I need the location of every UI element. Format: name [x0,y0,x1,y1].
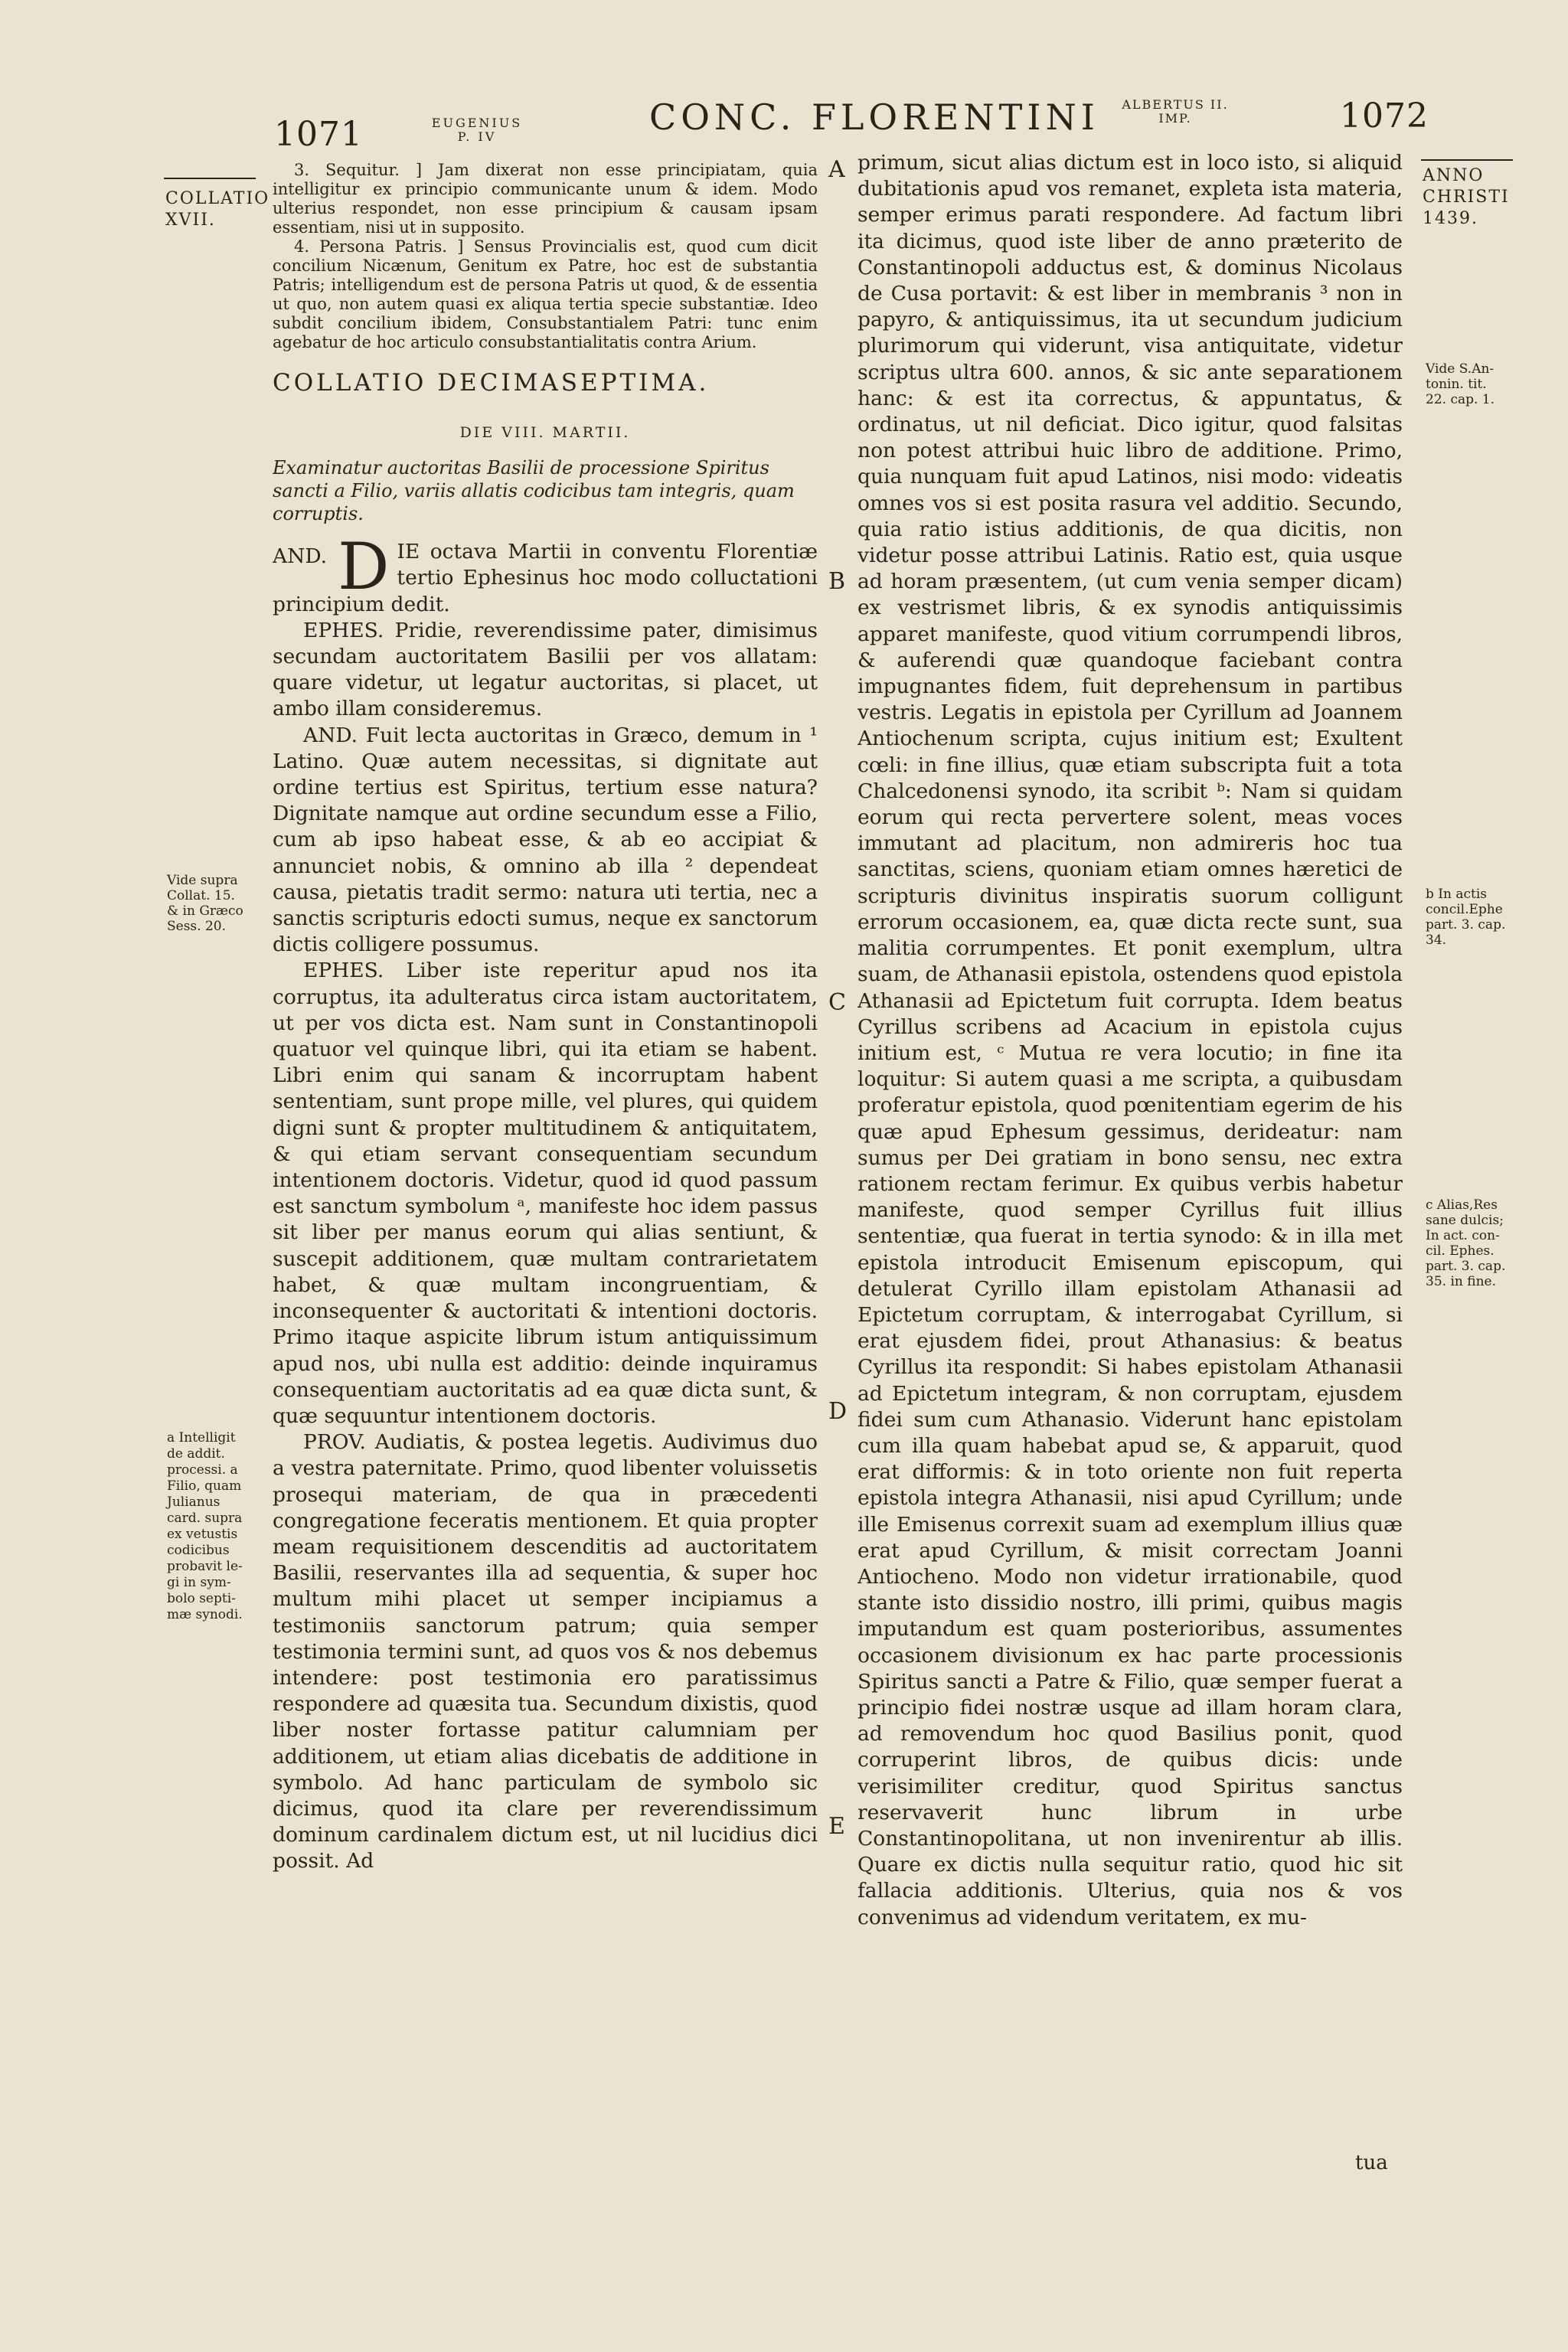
margin-line: probavit le- [167,1559,243,1574]
margin-line: gi in sym- [167,1575,231,1590]
margin-line: In act. con- [1426,1228,1500,1243]
margin-note-vide-supra [167,873,243,934]
margin-line: Collat. 15. [167,888,235,903]
margin-line: codicibus [167,1543,230,1558]
collatio-heading: COLLATIO DECIMASEPTIMA. [273,369,710,397]
margin-line: b In actis [1426,887,1488,902]
left-margin-rule [164,178,256,179]
margin-line: de addit. [167,1446,225,1462]
paragraph-ephes-2: EPHES. Liber iste reperitur apud nos ita corruptus, ita adulteratus circa istam auctoritatem, ut per vos dicta est. Nam sunt in Constantinopoli quatuor vel quinque libri, qui ita etiam se habent. Libri enim qui sanam & incorruptam habent sententiam, sunt prope mille, vel plures, qui quidem digni sunt & propter multitudinem & antiquitatem, & qui etiam servant consequentiam secundum intentionem doctoris. Videtur, quod id quod passum est sanctum symbolum ᵃ, manifeste hoc idem passus sit liber per manus eorum qui alias sentiunt, & suscepit additionem, quæ multam contrarietatem habet, & quæ multam incongruentiam, & inconsequenter & auctoritati & intentioni doctoris. Primo itaque aspicite librum istum antiquissimum apud nos, ubi nulla est additio: deinde inquiramus consequentiam auctoritatis ad ea quæ dicta sunt, & quæ sequuntur intentionem doctoris. [273,959,818,1428]
margin-line: Vide S.An- [1426,361,1494,377]
anno-margin-label [1423,165,1510,230]
right-column [858,150,1403,2159]
margin-line: concil.Ephe [1426,902,1503,917]
intro-paragraph [273,529,818,618]
running-head-emperor: ALBERTUS II. [1122,97,1229,112]
margin-line: 34. [1426,933,1447,948]
collatio-margin-label [165,188,270,231]
footnote-4: 4. Persona Patris. ] Sensus Provincialis est, quod cum dicit concilium Nicænum, Genitum ex Patre, hoc est de substantia Patris; intelligendum est de persona Patris ut quod, & de essentia ut quo, non autem quasi ex aliqua tertia specie substantiæ. Ideo subdit concilium ibidem, Consubstantialem Patri: tunc enim agebatur de hoc articulo consubstantialitatis contra Arium. [273,237,818,351]
section-letter-e: E [828,1813,845,1840]
margin-note-b [1426,887,1505,948]
margin-line: card. supra [167,1511,243,1526]
margin-line: mæ synodi. [167,1607,243,1622]
right-page-number: 1072 [1340,96,1429,136]
margin-line: Julianus [167,1494,220,1510]
intro-text: IE octava Martii in conventu Florentiæ tertio Ephesinus hoc modo colluctationi principium dedit. [273,540,818,616]
margin-line: Filio, quam [167,1478,242,1494]
section-letter-c: C [828,989,846,1016]
anno-label: ANNO [1423,166,1485,185]
christi-label: CHRISTI [1423,188,1510,207]
left-running-head [420,116,534,144]
chapter-summary: Examinatur auctoritas Basilii de processione Spiritus sancti a Filio, variis allatis codicibus tam integris, quam corruptis. [273,457,795,525]
footnotes [273,161,818,352]
margin-line: processi. a [167,1462,238,1478]
margin-line: cil. Ephes. [1426,1243,1494,1259]
paragraph-prov: PROV. Audiatis, & postea legetis. Audivimus duo a vestra paternitate. Primo, quod libenter voluissetis prosequi materiam, de qua in præcedenti congregatione feceratis mentionem. Et quia propter meam requisitionem descenditis ad auctoritatem Basilii, reservantes illa ad sequentia, & super hoc multum mihi placet ut semper incipiamus a testimoniis sanctorum patrum; quia semper testimonia termini sunt, ad quos vos & nos debemus intendere: post testimonia ero paratissimus respondere ad quæsita tua. Secundum dixistis, quod liber noster fortasse patitur calumniam per additionem, ut etiam alias dicebatis de additione in symbolo. Ad hanc particulam de symbolo sic dicimus, quod ita clare per reverendissimum dominum cardinalem dictum est, ut nil lucidius dici possit. Ad [273,1430,818,1873]
running-title: CONC. FLORENTINI [649,96,1099,138]
running-head-pope: EUGENIUS [431,116,523,130]
collatio-label: COLLATIO [165,189,270,208]
footnote-3: 3. Sequitur. ] Jam dixerat non esse principiatam, quia intelligitur ex principio communicante unum & idem. Modo ulterius respondet, non esse principium & causam ipsam essentiam, nisi ut in supposito. [273,161,818,237]
margin-line: part. 3. cap. [1426,1259,1506,1274]
right-column-text: primum, sicut alias dictum est in loco isto, si aliquid dubitationis apud vos remanet, expleta ista materia, semper erimus parati respondere. Ad factum libri ita dicimus, quod iste liber de anno præterito de Constantinopoli adductus est, & dominus Nicolaus de Cusa portavit: & est liber in membranis ³ non in papyro, & antiquissimus, ita ut secundum judicium plurimorum qui viderunt, visa antiquitate, videtur scriptus ultra 600. annos, & sic ante separationem hanc: & est ita correctus, & appuntatus, & ordinatus, ut nil deficiat. Dico igitur, quod falsitas non potest attribui huic libro de additione. Primo, quia nunquam fuit apud Latinos, nisi modo: videatis omnes vos si est posita rasura vel additio. Secundo, quia ratio istius additionis, de qua dicitis, non videtur posse attribui Latinis. Ratio est, quia usque ad horam præsentem, (ut cum venia semper dicam) ex vestrismet libris, & ex synodis antiquissimis apparet manifeste, quod vitium corrumpendi libros, & auferendi quæ quandoque faciebant contra impugnantes fidem, fuit deprehensum in partibus vestris. Legatis in epistola per Cyrillum ad Joannem Antiochenum scripta, cujus initium est; Exultent cœli: in fine illius, quæ etiam subscripta fuit a tota Chalcedonensi synodo, ita scribit ᵇ: Nam si quidam eorum qui recta pervertere solent, meas voces immutant ad placitum, non admireris hoc tua sanctitas, sciens, quoniam etiam omnes hæretici de scripturis divinitus inspiratis suorum colligunt errorum occasionem, ea, quæ dicta recte sunt, sua malitia corrumpentes. Et ponit exemplum, ultra suam, de Athanasii epistola, ostendens quod epistola Athanasii ad Epictetum fuit corrupta. Idem beatus Cyrillus scribens ad Acacium in epistola cujus initium est, ᶜ Mutua re vera locutio; in fine ita loquitur: Si autem quasi a me scripta, a quibusdam proferatur epistola, quod pœnitentiam egerim de his quæ apud Ephesum gessimus, derideatur: nam sumus per Dei gratiam in bono sensu, nec extra rationem rectam ferimur. Ex quibus verbis habetur manifeste, quod semper Cyrillus fuit illius sententiæ, qua fuerat in tertia synodo: & in illa met epistola introducit Emisenum episcopum, qui detulerat Cyrillo illam epistolam Athanasii ad Epictetum corruptam, & interrogabat Cyrillum, si erat ejusdem fidei, prout Athanasius: & beatus Cyrillus ita respondit: Si habes epistolam Athanasii ad Epictetum integram, & non corruptam, ejusdem fidei sum cum Athanasio. Viderunt hanc epistolam cum illa quam habebat apud se, & apparuit, quod erat difformis: & in toto oriente non fuit reperta epistola integra Athanasii, nisi apud Cyrillum; unde ille Emisenus correxit suam ad exemplum illius quæ erat apud Cyrillum, & misit correctam Joanni Antiocheno. Modo non videtur irrationabile, quod stante isto dissidio nostro, illi primi, quibus magis imputandum est quam posterioribus, assumentes occasionem divisionum ex hac parte processionis Spiritus sancti a Patre & Filio, quæ semper fuerat a principio fidei nostræ usque ad illam horam clara, ad removendum hoc quod Basilius ponit, quod corruperint libros, de quibus dicis: unde verisimiliter creditur, quod Spiritus sanctus reservaverit hunc librum in urbe Constantinopolitana, ut non invenirentur ab illis. Quare ex dictis nulla sequitur ratio, quod hic sit fallacia additionis. Ulterius, quia nos & vos convenimus ad videndum veritatem, ex mu- [858,151,1403,1929]
margin-line: Vide supra [167,873,238,888]
section-letter-a: A [828,156,845,183]
right-running-head [1095,98,1256,126]
margin-line: tonin. tit. [1426,377,1487,392]
running-head-emperor-title: IMP. [1158,111,1192,126]
catchword: tua [1355,2151,1388,2174]
margin-line: c Alias,Res [1426,1197,1498,1213]
section-letter-b: B [828,568,846,595]
margin-line: sane dulcis; [1426,1213,1504,1228]
running-head-pope-number: P. IV [457,129,497,144]
margin-line: a Intelligit [167,1430,236,1446]
year-label: 1439. [1423,209,1478,228]
margin-line: bolo septi- [167,1591,236,1606]
margin-line: part. 3. cap. [1426,917,1506,933]
margin-note-intelligit [167,1430,243,1623]
section-letter-d: D [828,1398,848,1425]
collatio-number: XVII. [165,211,216,230]
left-column [273,161,818,2159]
paragraph-and: AND. Fuit lecta auctoritas in Græco, demum in ¹ Latino. Quæ autem necessitas, si dignitate aut ordine tertius est Spiritus, tertium esse natura? Dignitate namque aut ordine secundum esse a Filio, cum ab ipso habeat esse, & ab eo accipiat & annunciet nobis, & omnino ab illa ² dependeat causa, pietatis tradit sermo: natura uti tertia, nec a sanctis scripturis edocti sumus, neque ex sanctorum dictis colligere possumus. [273,723,818,957]
date-heading: DIE VIII. MARTII. [459,424,631,441]
paragraph-ephes-1: EPHES. Pridie, reverendissime pater, dimisimus secundam auctoritatem Basilii per vos allatam: quare videtur, ut legatur auctoritas, si placet, ut ambo illam consideremus. [273,618,818,721]
margin-line: ex vetustis [167,1527,238,1542]
intro-speaker: AND. [273,544,328,569]
margin-line: 35. in fine. [1426,1274,1496,1289]
left-page-number: 1071 [274,115,363,154]
margin-note-c [1426,1197,1505,1289]
right-margin-rule [1421,159,1513,161]
margin-line: 22. cap. 1. [1426,392,1495,407]
drop-cap: D [338,529,390,605]
margin-line: Sess. 20. [167,919,226,934]
margin-line: & in Græco [167,903,243,919]
margin-note-vide-antonin [1426,361,1494,407]
